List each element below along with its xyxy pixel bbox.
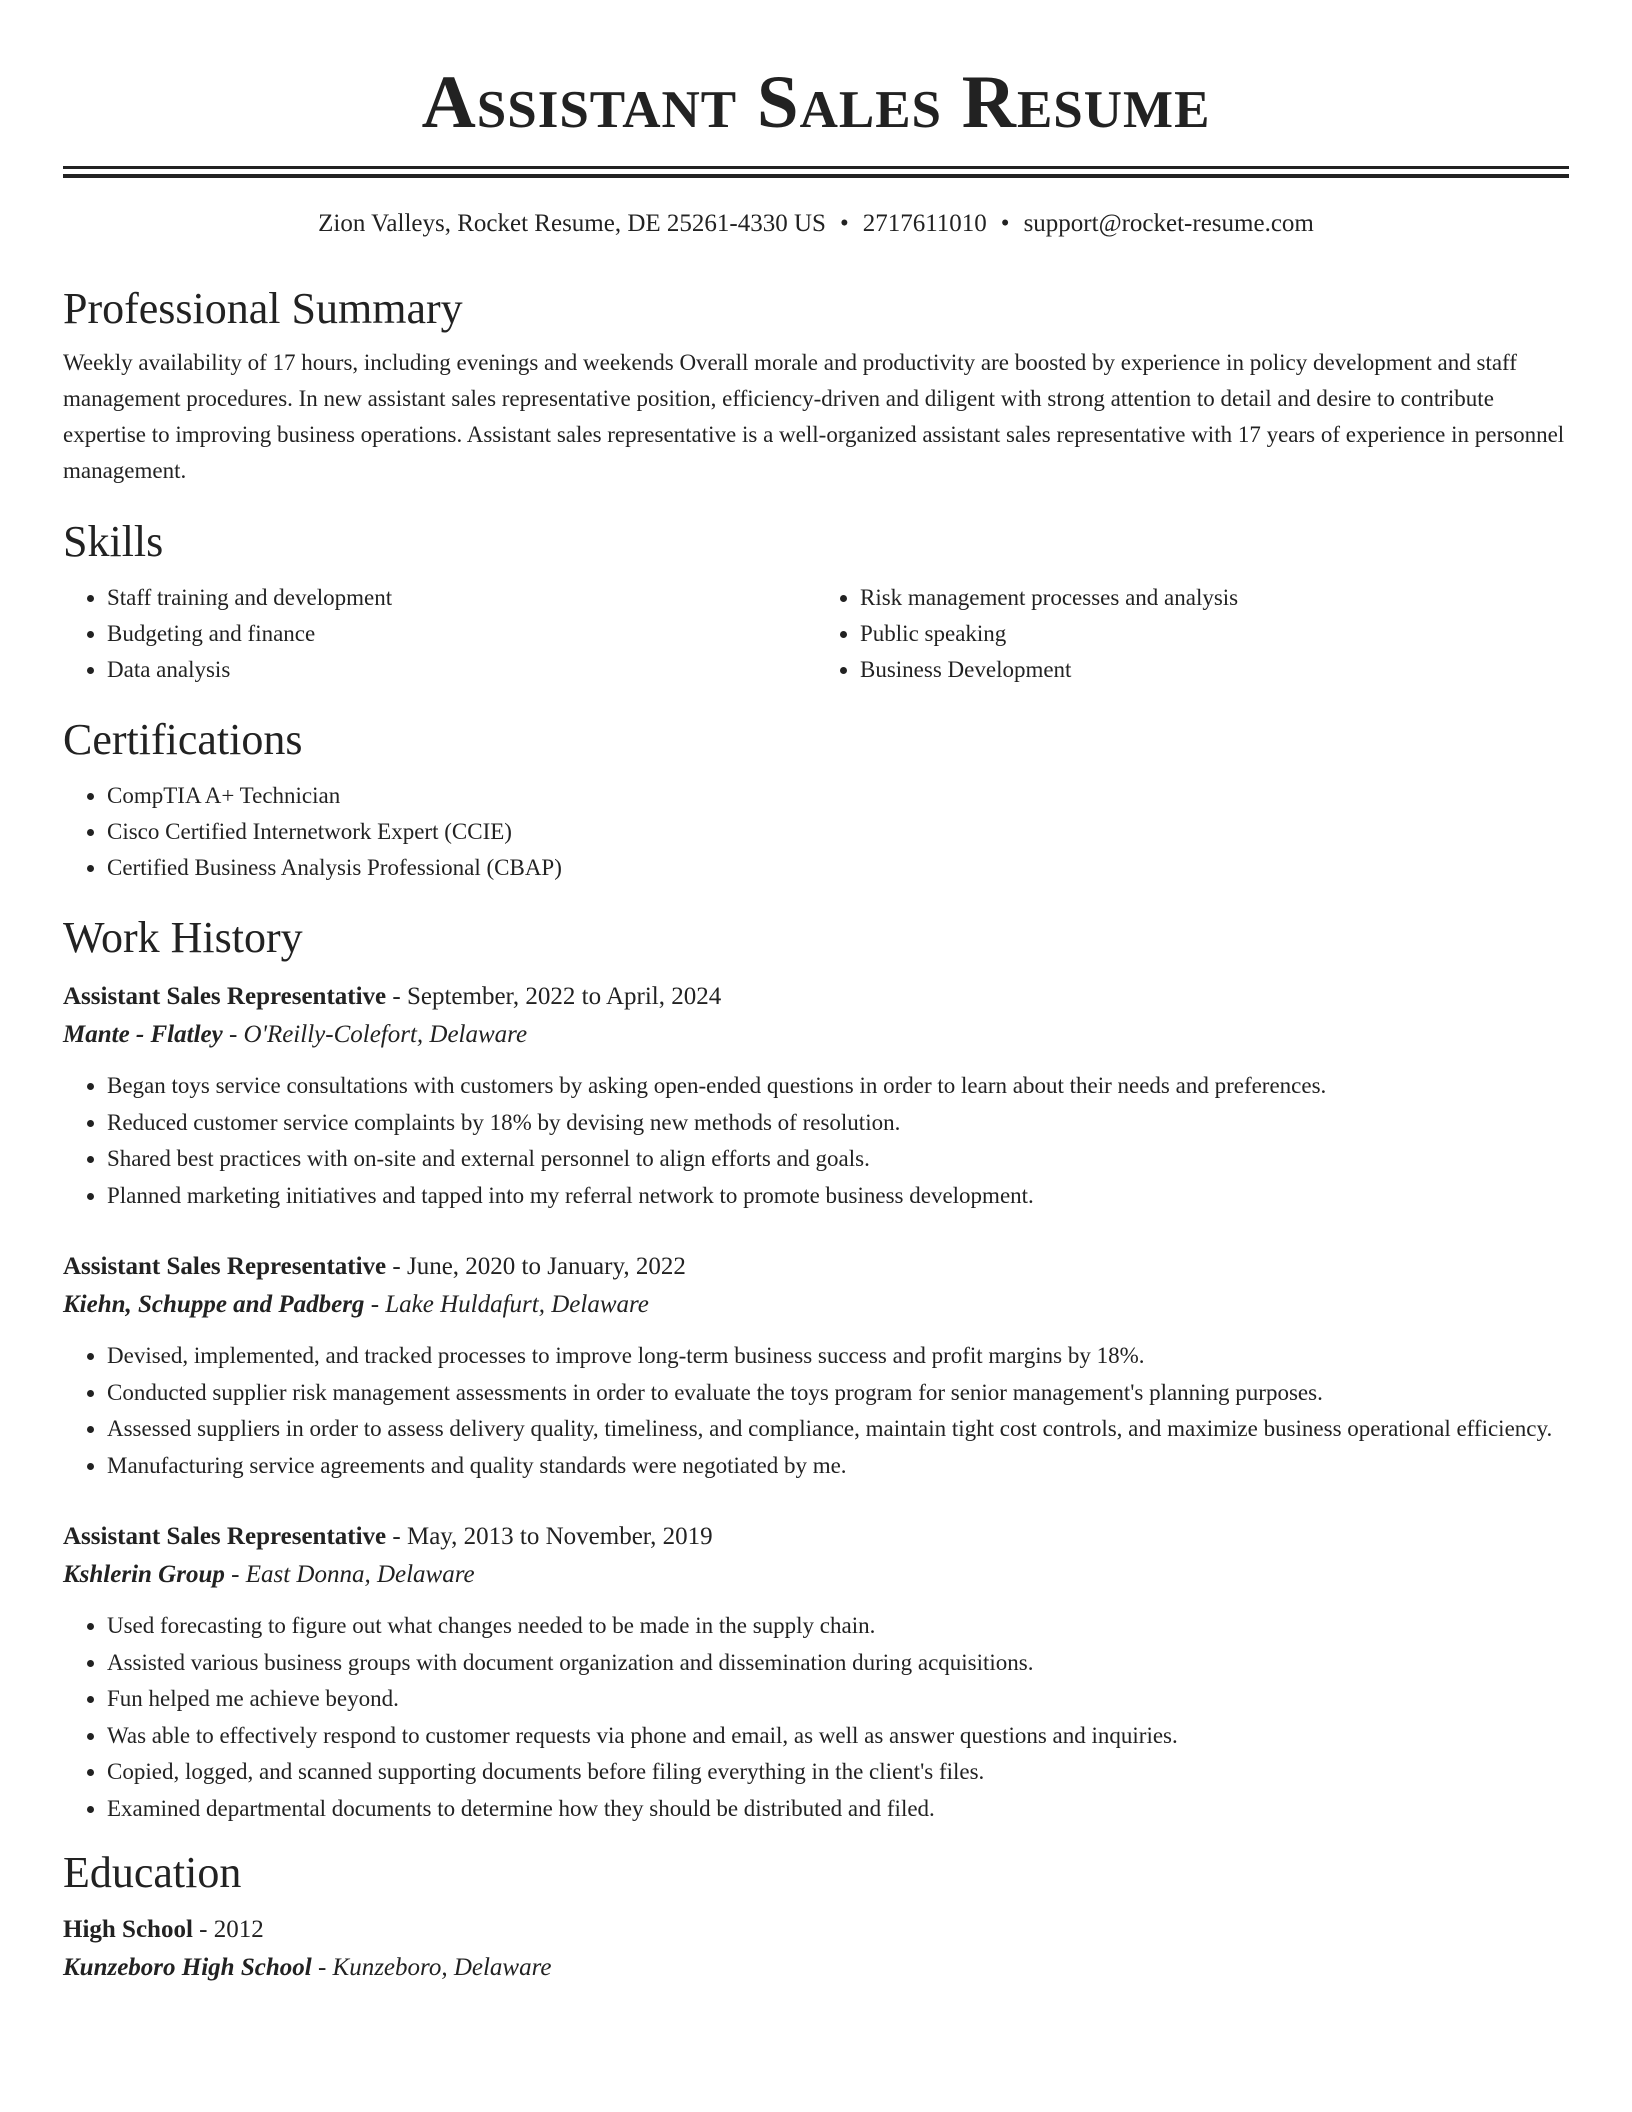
skill-item: • Data analysis (107, 652, 816, 688)
job-bullet: • Manufacturing service agreements and quality standards were negotiated by me. (107, 1448, 1569, 1485)
school-name: Kunzeboro High School (63, 1954, 312, 1981)
job-bullet: • Assisted various business groups with document organization and dissemination during acquisitions. (107, 1645, 1569, 1682)
job-bullets (63, 1068, 1569, 1214)
job-bullet: • Began toys service consultations with customers by asking open-ended questions in order to learn about their needs and preferences. (107, 1068, 1569, 1105)
skill-item: • Business Development (860, 652, 1569, 688)
job-entry (63, 978, 1569, 1214)
job-bullet: • Examined departmental documents to determine how they should be distributed and filed. (107, 1791, 1569, 1828)
job-bullets (63, 1608, 1569, 1827)
skills-columns (63, 580, 1569, 688)
skills-list-right (816, 580, 1569, 688)
contact-separator: • (839, 210, 849, 237)
job-bullets (63, 1338, 1569, 1484)
company-name: Mante - Flatley (63, 1021, 223, 1048)
job-bullet: • Devised, implemented, and tracked processes to improve long-term business success and profit margins by 18%. (107, 1338, 1569, 1375)
company-name: Kiehn, Schuppe and Padberg (63, 1291, 365, 1318)
summary-section (63, 283, 1569, 489)
certifications-section (63, 714, 1569, 886)
certification-item: • Certified Business Analysis Professional (CBAP) (107, 850, 1569, 886)
contact-line (63, 208, 1569, 240)
certifications-heading: Certifications (63, 715, 303, 764)
degree-year: - 2012 (192, 1916, 264, 1943)
company-line (63, 1016, 1569, 1054)
contact-address: Zion Valleys, Rocket Resume, DE 25261-4330 US (318, 210, 826, 237)
summary-heading: Professional Summary (63, 284, 463, 333)
contact-separator: • (1000, 210, 1010, 237)
skill-item: • Public speaking (860, 616, 1569, 652)
company-name: Kshlerin Group (63, 1561, 225, 1588)
job-title: Assistant Sales Representative (63, 1523, 387, 1550)
degree-name: High School (63, 1916, 193, 1943)
job-bullet: • Assessed suppliers in order to assess delivery quality, timeliness, and compliance, maintain tight cost controls, and maximize business operational efficiency. (107, 1411, 1569, 1448)
job-bullet: • Conducted supplier risk management assessments in order to evaluate the toys program for senior management's planning purposes. (107, 1375, 1569, 1412)
job-entry (63, 1248, 1569, 1484)
skills-heading: Skills (63, 517, 164, 566)
skill-item: • Risk management processes and analysis (860, 580, 1569, 616)
certification-item: • Cisco Certified Internetwork Expert (CCIE) (107, 814, 1569, 850)
education-heading: Education (63, 1848, 242, 1897)
degree-line (63, 1911, 1569, 1949)
education-section (63, 1847, 1569, 1987)
contact-phone: 2717611010 (862, 210, 987, 237)
company-location: - Lake Huldafurt, Delaware (364, 1291, 649, 1318)
job-dates: - May, 2013 to November, 2019 (386, 1523, 713, 1550)
work-history-heading: Work History (63, 913, 303, 962)
certification-item: • CompTIA A+ Technician (107, 778, 1569, 814)
job-bullet: • Shared best practices with on-site and external personnel to align efforts and goals. (107, 1141, 1569, 1178)
company-location: - East Donna, Delaware (224, 1561, 475, 1588)
job-entry (63, 1518, 1569, 1827)
skills-section (63, 516, 1569, 688)
job-dates: - June, 2020 to January, 2022 (386, 1253, 686, 1280)
job-title-line (63, 1248, 1569, 1286)
job-title: Assistant Sales Representative (63, 983, 387, 1010)
skill-item: • Budgeting and finance (107, 616, 816, 652)
company-line (63, 1286, 1569, 1324)
job-bullet: • Copied, logged, and scanned supporting documents before filing everything in the client's files. (107, 1754, 1569, 1791)
job-bullet: • Used forecasting to figure out what changes needed to be made in the supply chain. (107, 1608, 1569, 1645)
contact-email: support@rocket-resume.com (1023, 210, 1314, 237)
job-bullet: • Reduced customer service complaints by 18% by devising new methods of resolution. (107, 1105, 1569, 1142)
company-location: - O'Reilly-Colefort, Delaware (222, 1021, 528, 1048)
job-title: Assistant Sales Representative (63, 1253, 387, 1280)
school-location: - Kunzeboro, Delaware (311, 1954, 552, 1981)
certifications-list (63, 778, 1569, 886)
job-bullet: • Fun helped me achieve beyond. (107, 1681, 1569, 1718)
title-double-rule (63, 166, 1569, 178)
summary-text: Weekly availability of 17 hours, including evenings and weekends Overall morale and productivity are boosted by experience in policy development and staff management procedures. In new assistant sales representative position, efficiency-driven and diligent with strong attention to detail and desire to contribute expertise to improving business operations. Assistant sales representative is a well-organized assistant sales representative with 17 years of experience in personnel management. (63, 350, 1565, 483)
school-line (63, 1949, 1569, 1987)
job-bullet: • Was able to effectively respond to customer requests via phone and email, as well as answer questions and inquiries. (107, 1718, 1569, 1755)
work-history-section (63, 912, 1569, 1827)
job-title-line (63, 1518, 1569, 1556)
job-dates: - September, 2022 to April, 2024 (386, 983, 722, 1010)
company-line (63, 1556, 1569, 1594)
skills-list-left (63, 580, 816, 688)
skill-item: • Staff training and development (107, 580, 816, 616)
job-bullet: • Planned marketing initiatives and tapped into my referral network to promote business development. (107, 1178, 1569, 1215)
education-entry (63, 1911, 1569, 1987)
resume-title: Assistant Sales Resume (421, 61, 1211, 144)
job-title-line (63, 978, 1569, 1016)
